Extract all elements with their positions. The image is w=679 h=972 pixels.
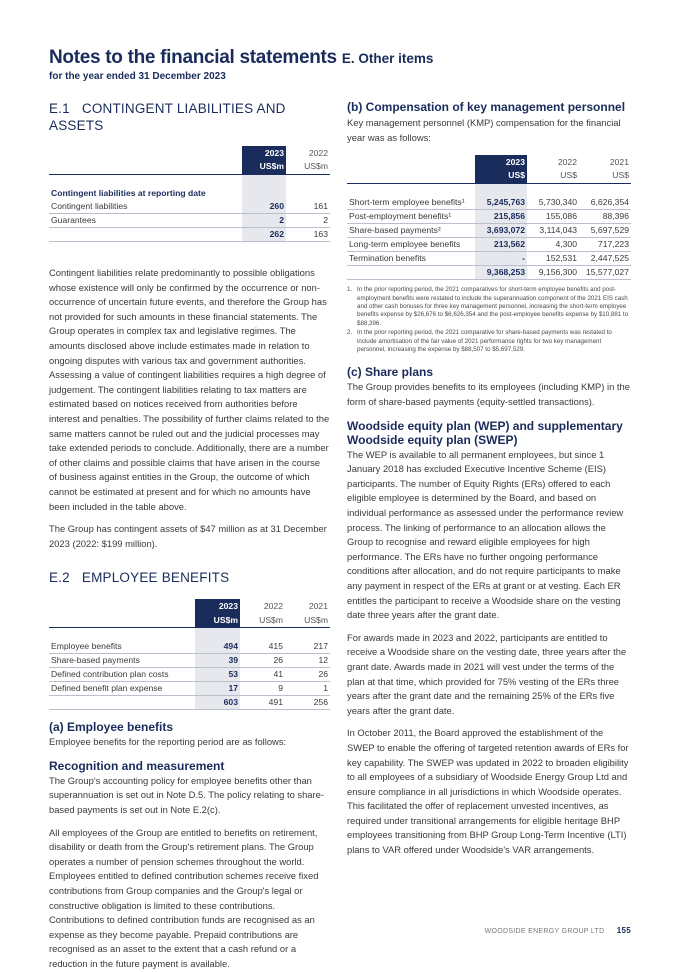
- wep-title: Woodside equity plan (WEP) and supplementary Woodside equity plan (SWEP): [347, 418, 623, 447]
- table-row: Short-term employee benefits¹ 5,245,763 5,730,340 6,626,354: [347, 196, 631, 210]
- recognition-paragraph-1: The Group's accounting policy for employee benefits other than superannuation is set out in Note D.5. The policy relating to share-based payments is set out in Note E.2(c).: [49, 774, 324, 816]
- recognition-title: Recognition and measurement: [49, 758, 225, 773]
- employee-benefits-table: [49, 599, 330, 710]
- table-total-row: 9,368,253 9,156,300 15,577,027: [347, 266, 631, 280]
- e1-paragraph-1: Contingent liabilities relate predominantly to possible obligations whose existence will only be confirmed by the occurrence or non-occurrence of uncertain future events, and therefore the Group has not provided for such amounts in these financial statements. The Group operates in complex tax and legislative regimes. The amounts disclosed above include estimates made in relation to ongoing disputes with various tax and government authorities. Assessing a value of contingent liabilities requires a high degree of judgement. The contingent liabilities relating to tax matters are estimated based on notices received from authorities before interest and penalties. The possibility of further claims related to the same matters cannot be ruled out and the judicial processes may take extended periods to conclude. Additionally, there are a number of other claims and possible claims that have arisen in the course of business against entities in the Group, the outcome of which cannot be estimated at present and for which no amounts have been included in the table above.: [49, 267, 330, 512]
- table-total-row: 603 491 256: [49, 696, 330, 710]
- table-row: Termination benefits - 152,531 2,447,525: [347, 252, 631, 266]
- table-header-row: US$ US$ US$: [347, 169, 631, 183]
- contingent-liabilities-table: [49, 146, 330, 242]
- table-row: Guarantees 2 2: [49, 214, 330, 228]
- footnote: 2. In the prior reporting period, the 2021 comparative for share-based payments was restated to include amortisation of the fair value of 2021 performance rights for two key management personnel, increasing the expense by $88,507 to $5,697,529.: [347, 329, 612, 354]
- subsection-c-title: (c) Share plans: [347, 365, 434, 380]
- subsection-a-title: (a) Employee benefits: [49, 720, 174, 735]
- e1-paragraph-2: The Group has contingent assets of $47 million as at 31 December 2023 (2022: $199 million).: [49, 523, 327, 549]
- table-section-row: Contingent liabilities at reporting date: [49, 187, 330, 200]
- page-period: for the year ended 31 December 2023: [49, 71, 226, 82]
- table-header-row: US$m US$m: [49, 160, 330, 174]
- table-row: Post-employment benefits¹ 215,856 155,086 88,396: [347, 210, 631, 224]
- section-e2-title: E.2 EMPLOYEE BENEFITS: [49, 570, 230, 586]
- table-row: Share-based payments² 3,693,072 3,114,043 5,697,529: [347, 224, 631, 238]
- recognition-paragraph-2: All employees of the Group are entitled to benefits on retirement, disability or death from the Group's retirement plans. The Group operates a number of pension schemes throughout the world. Employees entitled to defined contribution schemes receive fixed contributions from Group companies and the Group's legal or constructive obligation is limited to these contributions. Contributions to defined contribution funds are recognised as an expense as they become payable. Prepaid contributions are recognised as an asset to the extent that a cash refund or a reduction in the future payment is available.: [49, 826, 319, 969]
- page-subtitle: E. Other items: [341, 51, 434, 66]
- table-header-row: US$m US$m US$m: [49, 613, 330, 627]
- subsection-a-text: Employee benefits for the reporting period are as follows:: [49, 736, 287, 748]
- kmp-footnotes: [347, 286, 631, 354]
- wep-paragraph-1: The WEP is available to all permanent employees, but since 1 January 2018 has excluded Executive Incentive Scheme (EIS) participants. The number of Equity Rights (ERs) offered to each eligible employee is determined by the Board, and based on individual performance as assessed under the performance review process. The linking of performance to an allocation allows the Group to recognise and reward eligible employees for high performance. The ERs have no further ongoing performance conditions after allocation, and do not require participants to make any payment in respect of the ERs at grant or at vesting. Each ER entitles the participant to receive a Woodside share on the vesting date three years after the grant date.: [347, 448, 624, 621]
- wep-paragraph-3: In October 2011, the Board approved the establishment of the SWEP to enable the offering of targeted retention awards of ERs for key capability. The SWEP was updated in 2022 to broaden eligibility to all employees of a subsidiary of Woodside Energy Group Ltd and ensure compliance in all jurisdictions in which Woodside operates. This facilitated the offer of replacement unvested incentives, as required under transitional arrangements for eligible heritage BHP employees transitioning from BHP Group Long-Term Incentive (LTI) plans to VAR offered under Woodside's VAR arrangements.: [347, 727, 629, 856]
- kmp-compensation-table: [347, 155, 631, 280]
- table-row: Defined contribution plan costs 53 41 26: [49, 668, 330, 682]
- page-number: 155: [616, 926, 631, 935]
- table-header-row: 2023 2022 2021: [347, 155, 631, 169]
- table-row: Long-term employee benefits 213,562 4,300 717,223: [347, 238, 631, 252]
- wep-paragraph-2: For awards made in 2023 and 2022, participants are entitled to receive a Woodside share on the vesting date, three years after the grant date. Awards made in 2021 will vest under the terms of the plan at that time, which provided for 75% vesting of the ERs three years after the grant date and the remaining 25% of the ERs five years after the grant date.: [347, 631, 627, 716]
- right-column: [347, 100, 631, 858]
- page-footer: [485, 926, 631, 935]
- section-e1-title: E.1 CONTINGENT LIABILITIES AND ASSETS: [49, 101, 286, 133]
- table-header-row: 2023 2022 2021: [49, 599, 330, 613]
- subsection-b-intro: Key management personnel (KMP) compensation for the financial year was as follows:: [347, 117, 621, 143]
- footer-company: WOODSIDE ENERGY GROUP LTD: [484, 928, 605, 935]
- table-row: Employee benefits 494 415 217: [49, 640, 330, 654]
- table-total-row: 262 163: [49, 228, 330, 242]
- footnote: 1. In the prior reporting period, the 2021 comparatives for short-term employee benefits and post-employment benefits were restated to include the superannuation component of the 2021 EIS cash and other cash bonuses for three key management personnel, increasing the short-term employee benefits expense by $26,676 to $6,626,354 and the post-employee benefits expense by $10,881 to $88,396.: [347, 286, 629, 327]
- table-row: Defined benefit plan expense 17 9 1: [49, 682, 330, 696]
- page-title: Notes to the financial statements E. Other items: [49, 47, 434, 68]
- table-header-row: 2023 2022: [49, 146, 330, 160]
- table-row: Share-based payments 39 26 12: [49, 654, 330, 668]
- page-header: [49, 47, 639, 82]
- subsection-c-text: The Group provides benefits to its employees (including KMP) in the form of share-based payments (equity-settled transactions).: [347, 381, 630, 408]
- table-row: Contingent liabilities 260 161: [49, 200, 330, 214]
- subsection-b-title: (b) Compensation of key management personnel: [347, 100, 626, 114]
- left-column: [49, 100, 330, 972]
